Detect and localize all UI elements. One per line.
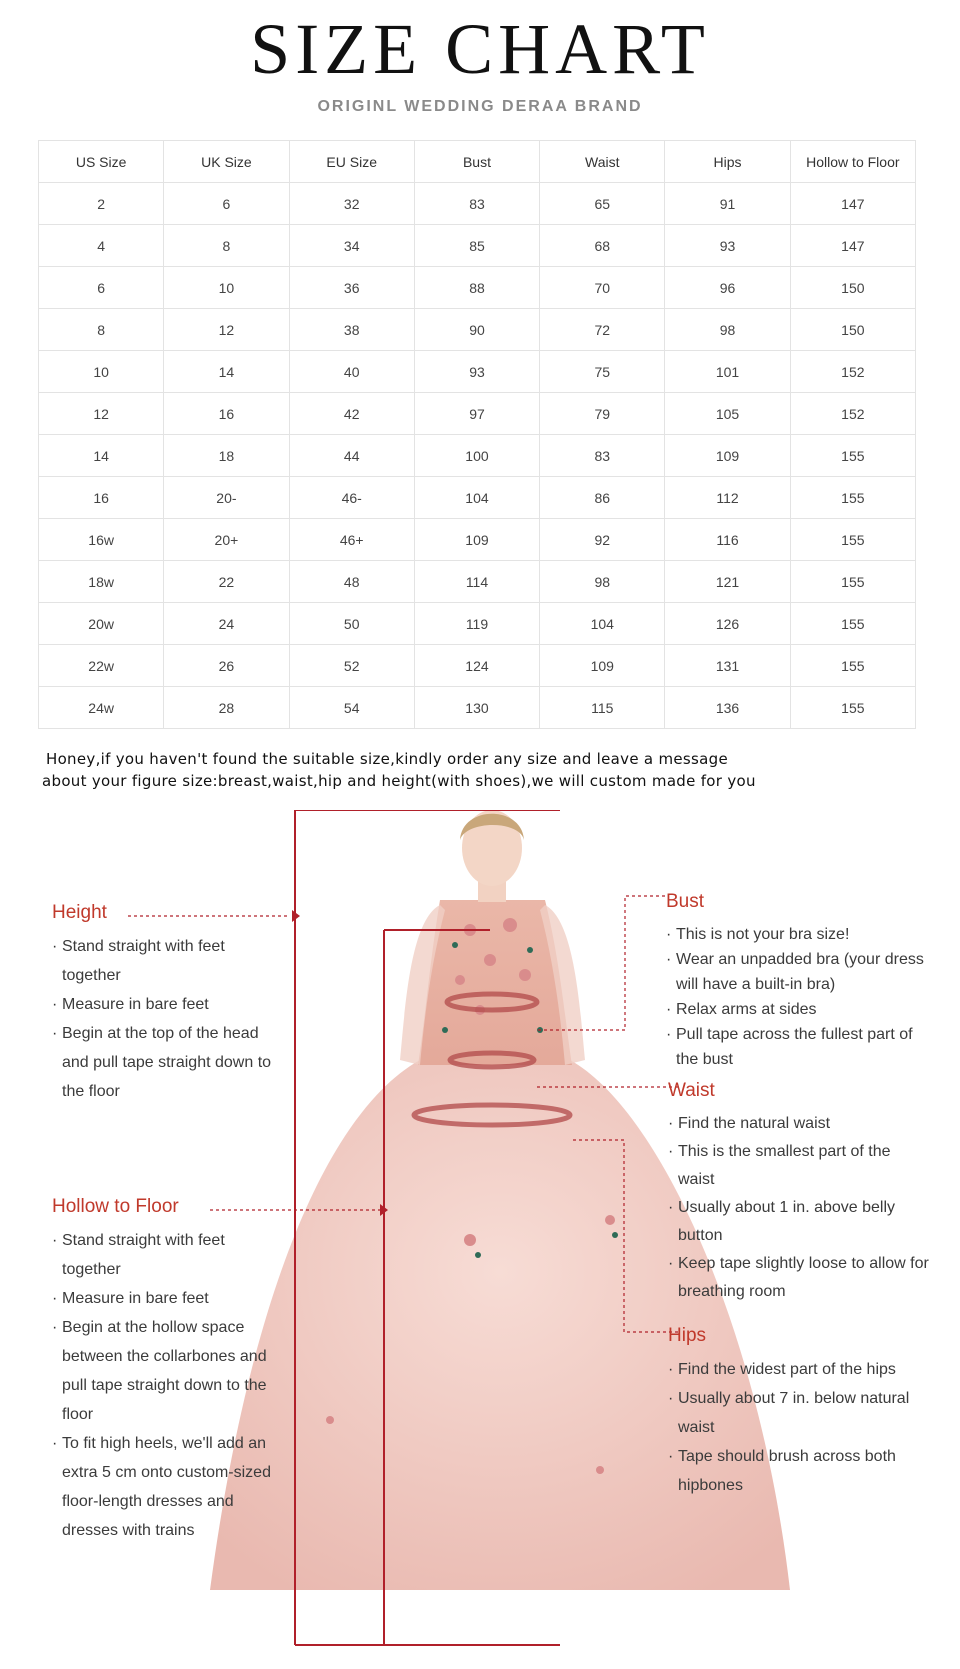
table-row <box>39 477 916 519</box>
table-row <box>39 645 916 687</box>
table-cell: 83 <box>414 183 539 225</box>
table-cell: 112 <box>665 477 790 519</box>
hollow-to-floor-heading: Hollow to Floor <box>52 1196 179 1217</box>
waist-heading: Waist <box>668 1080 715 1101</box>
measurement-guide <box>0 810 960 1669</box>
table-cell: 26 <box>164 645 289 687</box>
size-chart-table <box>38 140 916 729</box>
table-cell: 50 <box>289 603 414 645</box>
table-cell: 114 <box>414 561 539 603</box>
table-row <box>39 309 916 351</box>
table-body <box>39 183 916 729</box>
list-item: · Relax arms at sides <box>666 997 936 1022</box>
list-item: · This is the smallest part of the waist <box>668 1138 930 1194</box>
table-cell: 24 <box>164 603 289 645</box>
table-cell: 121 <box>665 561 790 603</box>
table-row <box>39 393 916 435</box>
table-cell: 155 <box>790 561 915 603</box>
column-header: Waist <box>540 141 665 183</box>
table-cell: 16 <box>164 393 289 435</box>
table-cell: 44 <box>289 435 414 477</box>
table-cell: 147 <box>790 225 915 267</box>
table-row <box>39 519 916 561</box>
table-row <box>39 225 916 267</box>
height-heading: Height <box>52 902 107 923</box>
table-cell: 46- <box>289 477 414 519</box>
table-cell: 126 <box>665 603 790 645</box>
list-item: · Tape should brush across both hipbones <box>668 1442 930 1500</box>
table-cell: 150 <box>790 309 915 351</box>
table-cell: 34 <box>289 225 414 267</box>
table-row <box>39 561 916 603</box>
table-cell: 116 <box>665 519 790 561</box>
column-header: Hips <box>665 141 790 183</box>
table-cell: 46+ <box>289 519 414 561</box>
table-cell: 92 <box>540 519 665 561</box>
table-cell: 6 <box>39 267 164 309</box>
table-cell: 96 <box>665 267 790 309</box>
page-title: SIZE CHART <box>250 9 710 89</box>
table-cell: 70 <box>540 267 665 309</box>
hips-guide <box>668 1325 930 1500</box>
list-item: · Begin at the top of the head and pull tape straight down to the floor <box>52 1019 282 1106</box>
table-row <box>39 687 916 729</box>
column-header: US Size <box>39 141 164 183</box>
table-cell: 93 <box>414 351 539 393</box>
hollow-to-floor-steps <box>52 1226 282 1545</box>
table-cell: 72 <box>540 309 665 351</box>
table-cell: 105 <box>665 393 790 435</box>
table-cell: 104 <box>540 603 665 645</box>
table-cell: 40 <box>289 351 414 393</box>
waist-steps <box>668 1110 930 1306</box>
custom-size-note-line-1: Honey,if you haven't found the suitable size,kindly order any size and leave a message <box>46 750 728 768</box>
table-cell: 93 <box>665 225 790 267</box>
table-cell: 4 <box>39 225 164 267</box>
table-cell: 100 <box>414 435 539 477</box>
table-cell: 52 <box>289 645 414 687</box>
table-cell: 18w <box>39 561 164 603</box>
table-cell: 101 <box>665 351 790 393</box>
table-cell: 10 <box>39 351 164 393</box>
list-item: · Find the natural waist <box>668 1110 930 1138</box>
table-cell: 152 <box>790 351 915 393</box>
column-header: Hollow to Floor <box>790 141 915 183</box>
table-cell: 147 <box>790 183 915 225</box>
list-item: · Measure in bare feet <box>52 990 282 1019</box>
page-subtitle: ORIGINL WEDDING DERAA BRAND <box>317 98 643 115</box>
table-cell: 48 <box>289 561 414 603</box>
table-cell: 14 <box>164 351 289 393</box>
table-cell: 38 <box>289 309 414 351</box>
list-item: · To fit high heels, we'll add an extra 5 cm onto custom-sized floor-length dresses and dresses with trains <box>52 1429 282 1545</box>
column-header: EU Size <box>289 141 414 183</box>
table-cell: 85 <box>414 225 539 267</box>
list-item: · Find the widest part of the hips <box>668 1355 930 1384</box>
table-cell: 75 <box>540 351 665 393</box>
table-cell: 10 <box>164 267 289 309</box>
table-cell: 131 <box>665 645 790 687</box>
table-cell: 98 <box>540 561 665 603</box>
list-item: · Usually about 1 in. above belly button <box>668 1194 930 1250</box>
table-row <box>39 351 916 393</box>
table-cell: 109 <box>665 435 790 477</box>
table-cell: 88 <box>414 267 539 309</box>
height-steps <box>52 932 282 1106</box>
table-cell: 155 <box>790 477 915 519</box>
custom-size-note-line-2: about your figure size:breast,waist,hip and height(with shoes),we will custom made for you <box>42 772 756 790</box>
table-cell: 150 <box>790 267 915 309</box>
table-cell: 90 <box>414 309 539 351</box>
table-cell: 119 <box>414 603 539 645</box>
table-cell: 155 <box>790 645 915 687</box>
table-cell: 136 <box>665 687 790 729</box>
table-cell: 54 <box>289 687 414 729</box>
list-item: · Stand straight with feet together <box>52 1226 282 1284</box>
list-item: · Wear an unpadded bra (your dress will have a built-in bra) <box>666 947 936 997</box>
table-cell: 24w <box>39 687 164 729</box>
table-cell: 109 <box>540 645 665 687</box>
table-cell: 36 <box>289 267 414 309</box>
table-cell: 68 <box>540 225 665 267</box>
hips-heading: Hips <box>668 1325 707 1346</box>
table-cell: 124 <box>414 645 539 687</box>
table-cell: 155 <box>790 435 915 477</box>
table-row <box>39 267 916 309</box>
hips-steps <box>668 1355 930 1500</box>
column-header: UK Size <box>164 141 289 183</box>
table-cell: 42 <box>289 393 414 435</box>
table-cell: 8 <box>164 225 289 267</box>
table-cell: 12 <box>39 393 164 435</box>
table-cell: 86 <box>540 477 665 519</box>
table-cell: 16 <box>39 477 164 519</box>
bust-heading: Bust <box>666 891 705 912</box>
table-cell: 155 <box>790 519 915 561</box>
table-cell: 12 <box>164 309 289 351</box>
table-cell: 98 <box>665 309 790 351</box>
list-item: · This is not your bra size! <box>666 922 936 947</box>
table-cell: 18 <box>164 435 289 477</box>
table-cell: 79 <box>540 393 665 435</box>
list-item: · Begin at the hollow space between the collarbones and pull tape straight down to the floor <box>52 1313 282 1429</box>
table-cell: 16w <box>39 519 164 561</box>
column-header: Bust <box>414 141 539 183</box>
table-header-row <box>39 141 916 183</box>
table-cell: 2 <box>39 183 164 225</box>
table-row <box>39 603 916 645</box>
hollow-to-floor-guide <box>52 1196 282 1545</box>
table-cell: 8 <box>39 309 164 351</box>
table-row <box>39 183 916 225</box>
table-cell: 20+ <box>164 519 289 561</box>
table-cell: 115 <box>540 687 665 729</box>
table-cell: 22 <box>164 561 289 603</box>
table-cell: 20w <box>39 603 164 645</box>
list-item: · Measure in bare feet <box>52 1284 282 1313</box>
table-cell: 130 <box>414 687 539 729</box>
table-cell: 6 <box>164 183 289 225</box>
table-row <box>39 435 916 477</box>
list-item: · Pull tape across the fullest part of the bust <box>666 1022 936 1072</box>
table-cell: 20- <box>164 477 289 519</box>
table-cell: 104 <box>414 477 539 519</box>
table-cell: 109 <box>414 519 539 561</box>
bust-guide <box>666 890 936 1072</box>
bust-steps <box>666 922 936 1072</box>
table-cell: 83 <box>540 435 665 477</box>
list-item: · Usually about 7 in. below natural waist <box>668 1384 930 1442</box>
table-cell: 65 <box>540 183 665 225</box>
table-cell: 155 <box>790 687 915 729</box>
list-item: · Keep tape slightly loose to allow for breathing room <box>668 1250 930 1306</box>
table-cell: 152 <box>790 393 915 435</box>
list-item: · Stand straight with feet together <box>52 932 282 990</box>
table-cell: 28 <box>164 687 289 729</box>
table-cell: 155 <box>790 603 915 645</box>
table-cell: 32 <box>289 183 414 225</box>
table-cell: 91 <box>665 183 790 225</box>
table-cell: 22w <box>39 645 164 687</box>
waist-guide <box>668 1080 930 1306</box>
height-guide <box>52 902 282 1106</box>
table-cell: 14 <box>39 435 164 477</box>
table-cell: 97 <box>414 393 539 435</box>
